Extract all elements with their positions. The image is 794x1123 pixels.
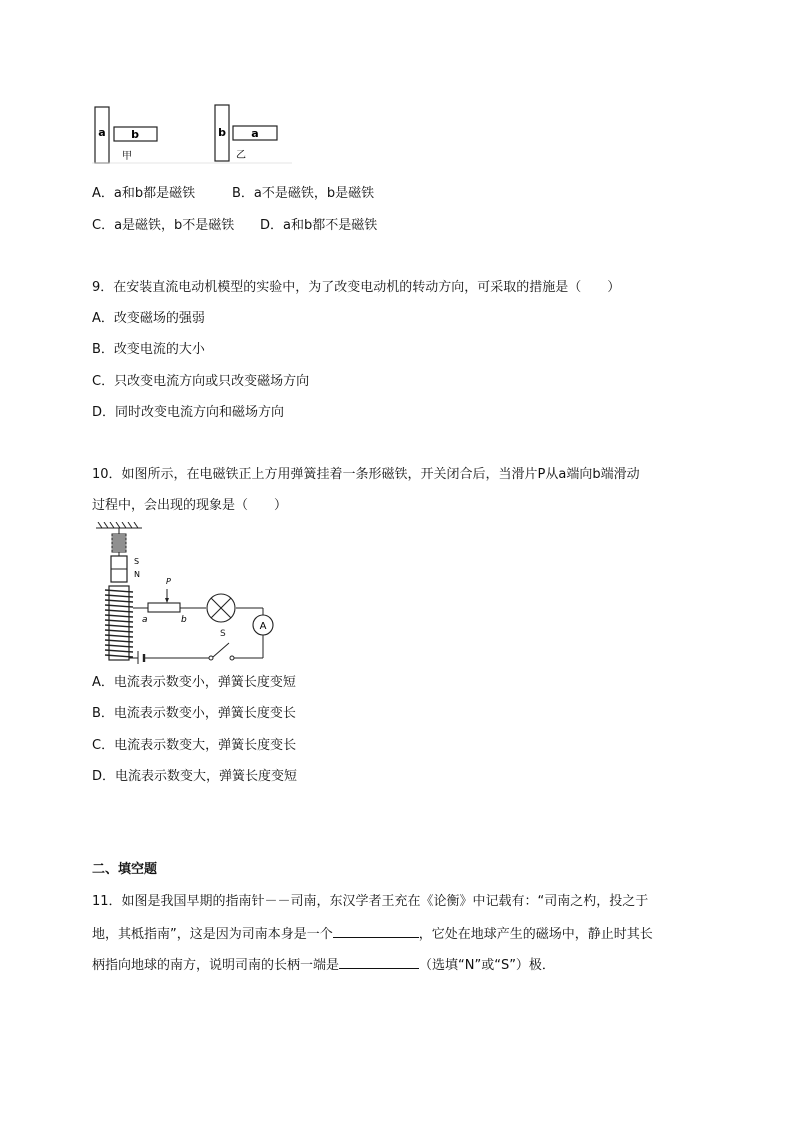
jia-left-label: a: [98, 126, 106, 139]
q10-circuit-figure: [92, 522, 278, 664]
switch-s-label: S: [220, 629, 226, 639]
q10-option-d: D．电流表示数变大，弹簧长度变短: [92, 769, 298, 784]
q8-figure: [92, 103, 292, 165]
q10-stem-line2: 过程中，会出现的现象是（ ）: [92, 498, 288, 513]
battery: [138, 651, 144, 664]
switch: [209, 629, 234, 660]
q11-line2: [92, 925, 653, 943]
end-b-label: b: [181, 615, 187, 625]
ammeter: [253, 615, 273, 635]
q8-option-b: B．a不是磁铁，b是磁铁: [232, 186, 375, 201]
jia-right-label: b: [131, 128, 139, 141]
electromagnet: [105, 586, 133, 660]
q8-option-c: C．a是磁铁，b不是磁铁: [92, 218, 235, 233]
q10-stem-line1: 10．如图所示，在电磁铁正上方用弹簧挂着一条形磁铁，开关闭合后，当滑片P从a端向b端滑动: [92, 467, 640, 482]
yi-left-label: b: [218, 126, 226, 139]
section-title: 二、填空题: [92, 862, 158, 877]
q9-option-d: D．同时改变电流方向和磁场方向: [92, 405, 285, 420]
slider-p-label: P: [166, 577, 171, 586]
ceiling-support: [96, 522, 142, 528]
yi-caption: 乙: [236, 150, 246, 161]
q11-blank-1[interactable]: [333, 925, 419, 938]
q10-option-c: C．电流表示数变大，弹簧长度变长: [92, 738, 297, 753]
q11-line3-text-b: （选填“N”或“S”）极．: [419, 958, 555, 973]
circuit-wires: [129, 589, 263, 658]
q11-line3-text-a: 柄指向地球的南方，说明司南的长柄一端是: [92, 958, 340, 973]
yi-right-label: a: [251, 127, 259, 140]
magnet-s-label: S: [134, 557, 140, 566]
q10-option-b: B．电流表示数变小，弹簧长度变长: [92, 706, 296, 721]
q11-line3: [92, 956, 555, 974]
end-a-label: a: [142, 615, 148, 625]
bar-magnet: [111, 556, 140, 582]
jia-caption: 甲: [122, 151, 132, 162]
q8-option-d: D．a和b都不是磁铁: [260, 218, 378, 233]
q9-option-c: C．只改变电流方向或只改变磁场方向: [92, 374, 310, 389]
figure-yi: [215, 105, 277, 161]
lamp: [207, 594, 235, 622]
q10-option-a: A．电流表示数变小，弹簧长度变短: [92, 675, 296, 690]
ammeter-label: A: [259, 621, 267, 632]
figure-jia: [95, 107, 157, 163]
magnet-n-label: N: [134, 570, 140, 579]
rheostat: [142, 577, 187, 625]
q11-line2-text-a: 地，其柢指南”，这是因为司南本身是一个: [92, 927, 333, 942]
q9-option-a: A．改变磁场的强弱: [92, 311, 205, 326]
spring: [112, 528, 126, 556]
q9-stem: 9．在安装直流电动机模型的实验中，为了改变电动机的转动方向，可采取的措施是（ ）: [92, 280, 621, 295]
q11-blank-2[interactable]: [339, 956, 419, 969]
q11-line2-text-b: ，它处在地球产生的磁场中，静止时其长: [418, 927, 653, 942]
q8-option-a: A．a和b都是磁铁: [92, 186, 196, 201]
q11-line1: 11．如图是我国早期的指南针－－司南，东汉学者王充在《论衡》中记载有：“司南之杓，投之于: [92, 894, 649, 909]
q9-option-b: B．改变电流的大小: [92, 342, 205, 357]
